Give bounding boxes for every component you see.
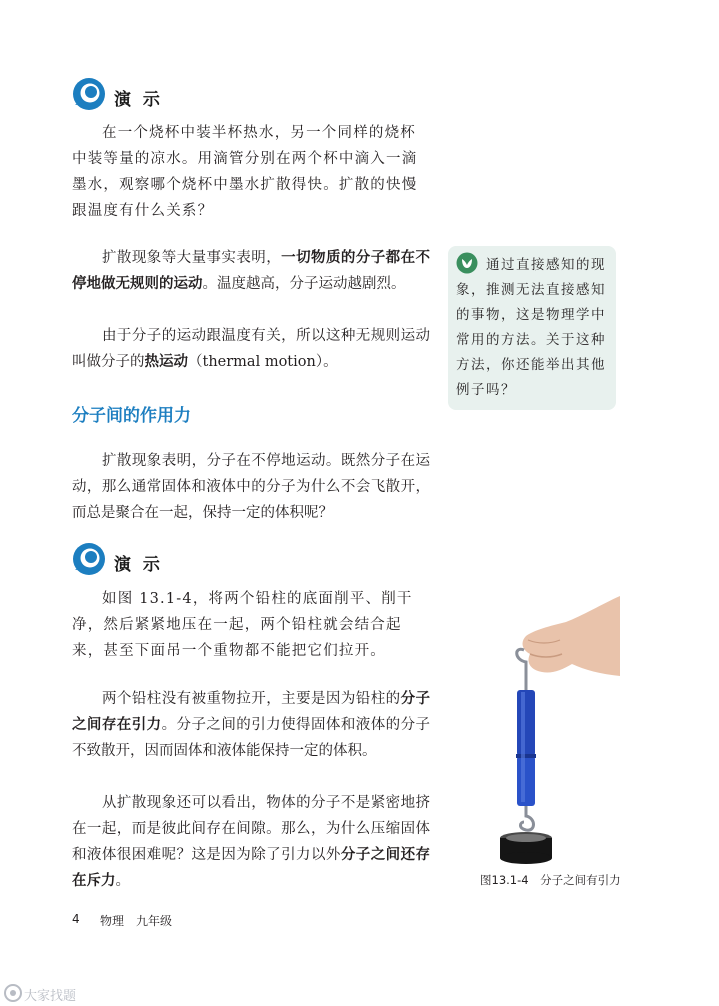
watermark-text: 大家找题 [24,989,77,1004]
paragraph [72,790,430,894]
text: 扩散现象等大量事实表明， [102,250,282,266]
paragraph [72,686,430,764]
sidenote-text: 通过直接感知的现象，推测无法直接感知的事物，这是物理学中常用的方法。关于这种方法，你还能举出其他例子吗？ [456,257,606,398]
text: 。 [115,873,130,889]
figure-caption: 图13.1-4 分子之间有引力 [480,873,621,887]
key-statement: 分子之间还存在斥力 [72,847,431,889]
section-title: 分子间的作用力 [72,406,191,426]
paragraph [72,245,430,297]
paragraph [72,323,430,375]
key-term: 热运动 [144,354,188,370]
demo-title: 演 示 [114,555,163,575]
text: 从扩散现象还可以看出，物体的分子不是紧密地挤在一起，而是彼此间存在间隙。那么，为什么压缩固体和液体很困难呢？这是因为除了引力以外 [72,795,430,863]
paragraph: 扩散现象表明，分子在不停地运动。既然分子在运动，那么通常固体和液体中的分子为什么不会飞散开，而总是聚合在一起，保持一定的体积呢？ [72,453,430,521]
text: 由于分子的运动跟温度有关，所以这种无规则运动叫做分子的 [72,328,430,370]
demo-text: 在一个烧杯中装半杯热水，另一个同样的烧杯中装等量的凉水。用滴管分别在两个杯中滴入一滴墨水，观察哪个烧杯中墨水扩散得快。扩散的快慢跟温度有什么关系？ [72,125,418,219]
key-statement: 分子之间存在引力 [72,691,431,733]
text: 两个铅柱没有被重物拉开，主要是因为铅柱的 [102,691,401,707]
key-statement: 一切物质的分子都在不停地做无规则的运动 [72,250,431,292]
page-number: 4 [72,912,80,926]
watermark-logo-icon [4,984,22,1002]
demo-icon [72,542,106,576]
book-title: 物理 九年级 [100,914,173,928]
text: 。温度越高，分子运动越剧烈。 [202,276,406,292]
demo-icon [72,77,106,111]
demo-text: 如图 13.1-4，将两个铅柱的底面削平、削干净，然后紧紧地压在一起，两个铅柱就会结合起来，甚至下面吊一个重物都不能把它们拉开。 [72,591,413,659]
demo-title: 演 示 [114,90,163,110]
lead-cylinders-figure [470,596,620,864]
text: （thermal motion）。 [188,354,338,370]
text: 。分子之间的引力使得固体和液体的分子不致散开，因而固体和液体能保持一定的体积。 [72,717,430,759]
